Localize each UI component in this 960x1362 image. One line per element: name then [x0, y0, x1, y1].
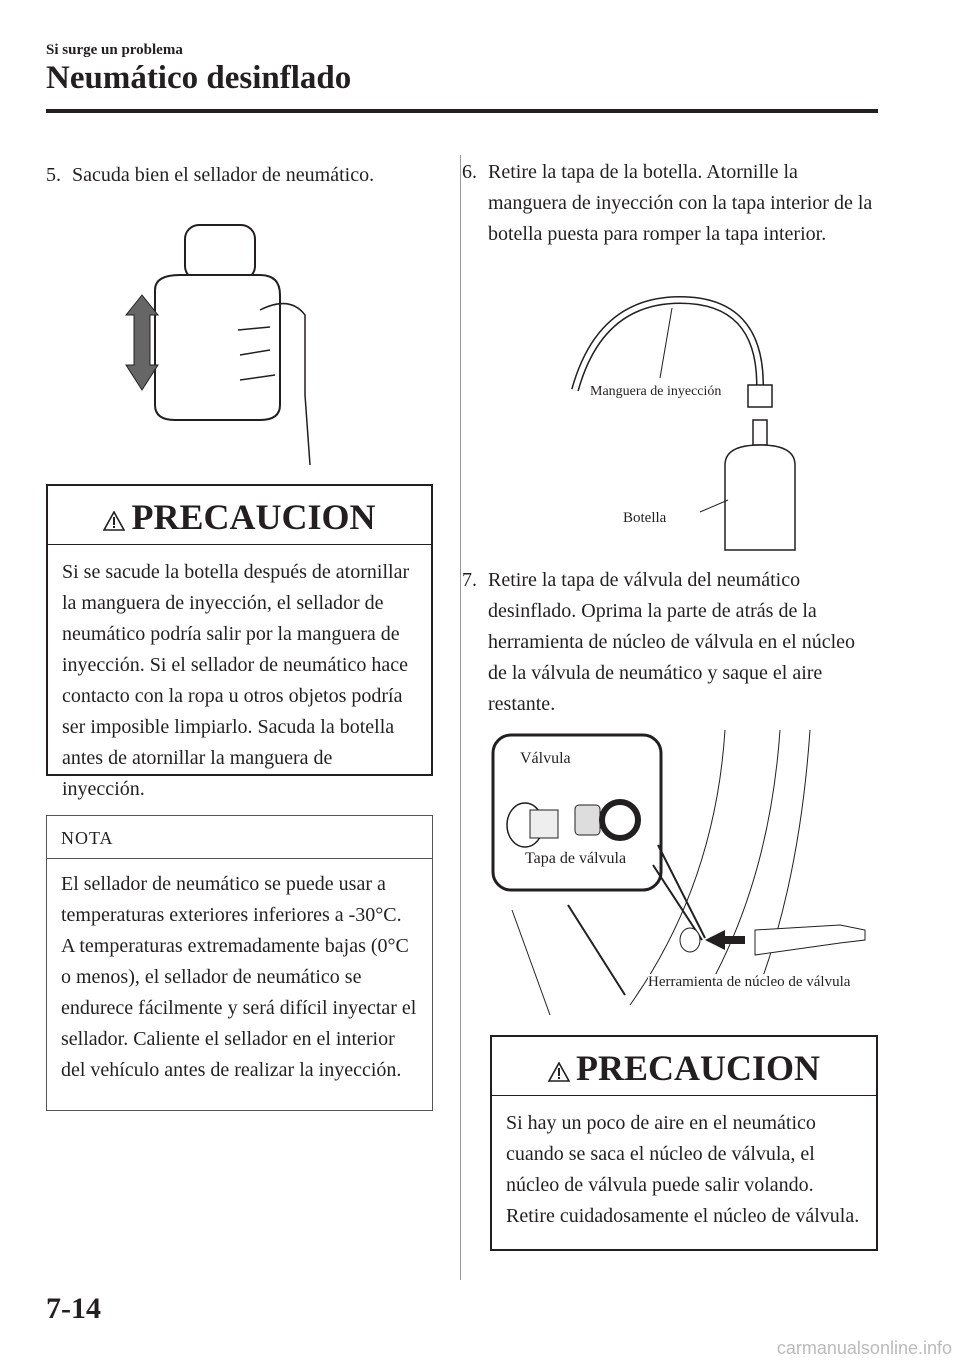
valve-core-tool-label: Herramienta de núcleo de válvula: [648, 974, 851, 990]
caution-heading: PRECAUCION: [575, 1048, 820, 1088]
caution-heading: PRECAUCION: [131, 497, 376, 537]
page-title: Neumático desinflado: [46, 60, 352, 96]
page-number: 7-14: [46, 1292, 101, 1325]
caution-text: Si se sacude la botella después de atornillar la manguera de inyección, el sellador de neumático podría salir por la manguera de inyección. Si el sellador de neumático hace contacto con la ropa u otros objetos podría ser imposible limpiarlo. Sacuda la botella antes de atornillar la manguera de inyección.: [62, 561, 410, 800]
hose-bottle-illustration: [560, 290, 800, 560]
step-text: Retire la tapa de válvula del neumático desinflado. Oprima la parte de atrás de la herramienta de núcleo de válvula en el núcleo de la válvula de neumático y saque el aire restante.: [488, 569, 856, 715]
step-text: Sacuda bien el sellador de neumático.: [72, 164, 375, 186]
warning-icon: [103, 511, 125, 531]
caution-text: Si hay un poco de aire en el neumático cuando se saca el núcleo de válvula, el núcleo de válvula puede salir volando. Retire cuidadosamente el núcleo de válvula.: [506, 1112, 860, 1227]
caution-box: [46, 484, 433, 800]
step-7: [462, 565, 878, 720]
column-divider: [460, 155, 461, 1280]
step-number: 7.: [462, 569, 477, 591]
step-5: [46, 160, 432, 191]
valve-label: Válvula: [520, 750, 571, 767]
note-text: El sellador de neumático se puede usar a temperaturas exteriores inferiores a -30°C. A temperaturas extremadamente bajas (0°C o menos), el sellador de neumático se endurece fácilmente y será difícil inyectar el sellador. Caliente el sellador en el interior del vehículo antes de realizar la inyección.: [61, 873, 417, 1081]
step-number: 5.: [46, 164, 61, 186]
section-label: Si surge un problema: [46, 42, 183, 58]
note-heading: NOTA: [47, 816, 432, 859]
header-rule: [46, 109, 878, 113]
bottle-label: Botella: [623, 510, 667, 526]
valve-cap-label: Tapa de válvula: [525, 850, 627, 867]
caution-box: [490, 1035, 878, 1251]
watermark: carmanualsonline.info: [776, 1338, 952, 1358]
shake-bottle-illustration: [120, 215, 320, 475]
step-number: 6.: [462, 161, 477, 183]
step-6: [462, 157, 878, 250]
warning-icon: [548, 1062, 570, 1082]
hose-label: Manguera de inyección: [590, 384, 722, 399]
note-box: [46, 815, 433, 1111]
step-text: Retire la tapa de la botella. Atornille la manguera de inyección con la tapa interior de la botella puesta para romper la tapa interior.: [488, 161, 873, 245]
